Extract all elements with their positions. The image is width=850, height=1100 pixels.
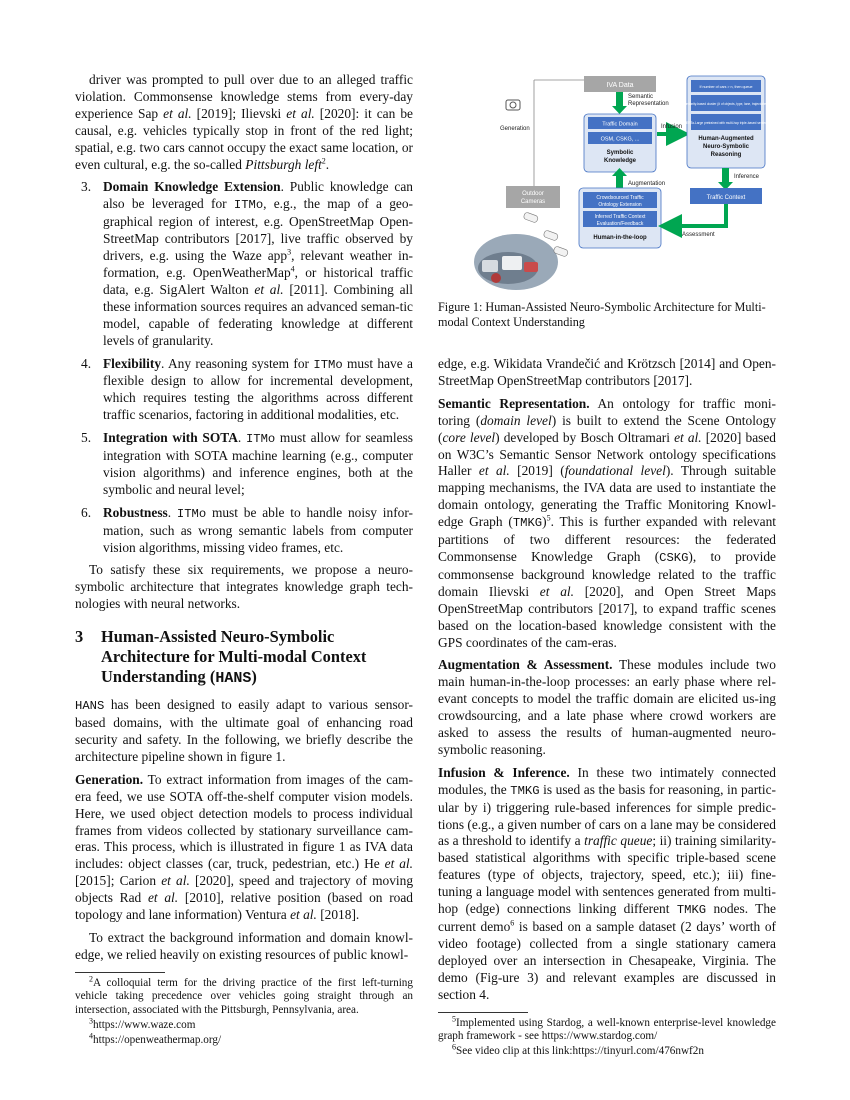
camera-icon (506, 100, 520, 110)
reasoning-label-3: Reasoning (710, 152, 742, 158)
augmentation-arrow (616, 176, 623, 188)
assessment-label: Assessment (682, 232, 715, 238)
list-item: 3. Domain Knowledge Extension. Public knowledge can also be leveraged for ITMo, e.g., the map of a geo-graphical region of interest, e.g. OpenStreetMap Open-StreetMap contributors [2017], live traffic observed by drivers, e.g. using the Waze app$^3$, relevant weather in-formation, e.g. OpenWeatherMap$^4$, or historical traffic data, e.g. SigAlert Walton et al. [2011]. Combining all these information sources requires an advanced seman-tic model, capable of federating knowledge at different levels of granularity. (81, 179, 414, 348)
semantic-paragraph: Semantic Representation. An ontology for traffic moni-toring (domain level) is built to extend the Scene Ontology (core level) developed by Bosch Oltramari et al. [2020] based on W3C’s Semantic Sensor Network ontology specifications Haller et al. [2019] (foundational level). Through suitable mapping mechanisms, the IVA data are used to instantiate the domain ontology, generating the Traffic Monitoring Knowl-edge Graph (TMKG)$^5$. This is further expanded with relevant partitions of two different resources: the federated Commonsense Knowledge Graph (CSKG), to provide commonsense background knowledge related to the traffic domain Ilievski et al. [2020], and Open Street Maps OpenStreetMap contributors [2017], to expand traffic scenes based on the location-based knowledge consistent with the GPS coordinates of the cam-eras. (438, 395, 777, 650)
architecture-diagram (438, 72, 778, 304)
infusion-label: Infusion (661, 124, 683, 130)
outdoor-label-1: Outdoor (522, 191, 544, 197)
list-item: 6. Robustness. ITMo must be able to handle noisy infor-mation, such as wrong semantic labels from computer vision algorithms, missing video frames, etc. (81, 504, 413, 555)
intro-paragraph: driver was prompted to pull over due to an alleged traffic violation. Commonsense knowledge stems from every-day experience Sap et al. [2019]; Ilievski et al. [2020]: it can be causal, e.g. vehicles typically stop in front of the red light; spatial, e.g. two cars cannot occupy the exact same location, or even cultural, e.g. the so-called Pittsburgh left$^2$. (75, 72, 413, 172)
hans-paragraph: HANS has been designed to easily adapt to various sensor-based domains, with the ultimate goal of enhancing road security and safety. In the following, we briefly describe the architecture pipeline shown in figure 1. (75, 697, 413, 764)
semantic-arrow (616, 92, 623, 106)
semantic-arrow-head (612, 106, 627, 114)
assessment-arrow (662, 204, 726, 226)
semantic-label-2: Representation (628, 101, 669, 107)
symbolic-label-2: Knowledge (603, 158, 637, 164)
right-column (438, 356, 776, 1061)
semantic-label-1: Semantic (628, 94, 654, 100)
footnote-rule (75, 972, 165, 973)
generation-paragraph: Generation. To extract information from images of the cam-era feed, we use SOTA off-the-shelf computer vision models. Here, we used object detection models to process individual frames from videos collected by stationary surveillance cam-eras. This process, which is illustrated in figure 1 as IVA data includes: object classes (car, truck, pedestrian, etc.) He et al. [2015]; Carion et al. [2020], speed and trajectory of moving objects Rad et al. [2010], relative position (based on road topology and lane information) Ventura et al. [2018]. (75, 771, 414, 923)
traffic-scene-image (474, 234, 558, 290)
generation-label: Generation (500, 126, 530, 132)
footnote: $^3$https://www.waze.com (89, 1016, 196, 1031)
osm-label: OSM, CSKG, ... (600, 136, 640, 143)
background-paragraph: To extract the background information and domain knowl-edge, we relied heavily on existing resources of public knowl- (75, 929, 413, 962)
outdoor-label-2: Cameras (520, 199, 546, 205)
crowd-label-1: Crowdsourced Traffic (596, 195, 644, 201)
list-item: 5. Integration with SOTA. ITMo must allow for seamless integration with SOTA machine learning (e.g., computer vision algorithms) and inference engines, both at the symbolic and neural level; (81, 430, 413, 497)
inference-label: Inference (734, 174, 760, 180)
section-heading: 3 Human-Assisted Neuro-Symbolic Architecture for Multi-modal Context Understanding (HANS) (75, 627, 367, 688)
footnote: $^2$A colloquial term for the driving practice of the first left-turning vehicle taking precedence over vehicles going straight through an intersection, associated with the Pittsburgh, Pennsylvania, area. (75, 974, 413, 1016)
reasoning-label-1: Human-Augmented (698, 136, 754, 142)
satisfy-paragraph: To satisfy these six requirements, we propose a neuro-symbolic architecture that integrates knowledge graph tech-nologies with neural networks. (75, 562, 413, 612)
iva-data-label: IVA Data (606, 82, 634, 89)
crowd-label-2: Ontology Extension (598, 202, 642, 208)
footnote: $^4$https://openweathermap.org/ (89, 1031, 222, 1047)
language-model-label: BeBERTa-Large pretrained with multi-hop triple-based sentences (680, 121, 772, 125)
rule-label: If number of cars > n, then queue (699, 85, 753, 89)
edge-paragraph: edge, e.g. Wikidata Vrandečić and Krötzsch [2014] and Open-StreetMap OpenStreetMap contributors [2017]. (438, 356, 776, 388)
text-ref: [2019]; Ilievski (191, 105, 287, 121)
infusion-paragraph: Infusion & Inference. In these two intimately connected modules, the TMKG is used as the basis for reasoning, in partic-ular by i) triggering rule-based inferences for simple predic-tions (e.g., a given number of cars on a lane may be considered as a threshold to identify a traffic queue; ii) training similarity-based statistical algorithms with specific triple-based scene features (type of objects, trajectory, speed, etc.); iii) fine-tuning a language model with sentences generated from multi-hop (edge) connections linking different TMKG nodes. The current demo$^6$ is based on a sample dataset (2 days’ worth of video footage) collected from a single stationary camera deployed over an intersection in Chesapeake, Virginia. The demo (Fig-ure 3) and relevant examples are discussed in section 4. (438, 764, 776, 1002)
augmentation-paragraph: Augmentation & Assessment. These modules include two main human-in-the-loop processes: an early phase where rel-evant concepts to model the traffic domain are elicited us-ing crowdsourcing, and a late phase where crowd workers are asked to assess the results of human-augmented neuro-symbolic reasoning. (438, 657, 776, 757)
hitl-label: Human-in-the-loop (593, 235, 647, 241)
similarity-label: Similarity-based cluster (# of objects, type, lane, trajectories) (683, 102, 769, 106)
inferred-label-2: Evaluation/Feedback (596, 221, 644, 227)
requirements-list (75, 179, 413, 556)
architecture-figure (438, 72, 778, 304)
list-item: 4. Flexibility. Any reasoning system for ITMo must have a flexible design to allow for incremental development, which requires testing the algorithms across different traffic scenarios, factoring in additional modalities, etc. (81, 355, 414, 423)
footnote: $^6$See video clip at this link:https://tinyurl.com/476nwf2n (452, 1042, 704, 1058)
traffic-domain-label: Traffic Domain (602, 121, 638, 128)
footnote-rule (438, 1012, 528, 1013)
inferred-label-1: Inferred Traffic Context (594, 214, 646, 220)
figure-caption: Figure 1: Human-Assisted Neuro-Symbolic Architecture for Multi-modal Context Understanding (438, 300, 766, 329)
left-column (75, 72, 413, 1050)
symbolic-label-1: Symbolic (606, 150, 634, 156)
reasoning-label-2: Neuro-Symbolic (702, 144, 750, 150)
traffic-context-label: Traffic Context (706, 195, 746, 201)
augmentation-label: Augmentation (628, 181, 666, 187)
footnote: $^5$Implemented using Stardog, a well-known enterprise-level knowledge graph framework - see https://www.stardog.com/ (438, 1013, 776, 1042)
inference-arrow (722, 168, 729, 182)
